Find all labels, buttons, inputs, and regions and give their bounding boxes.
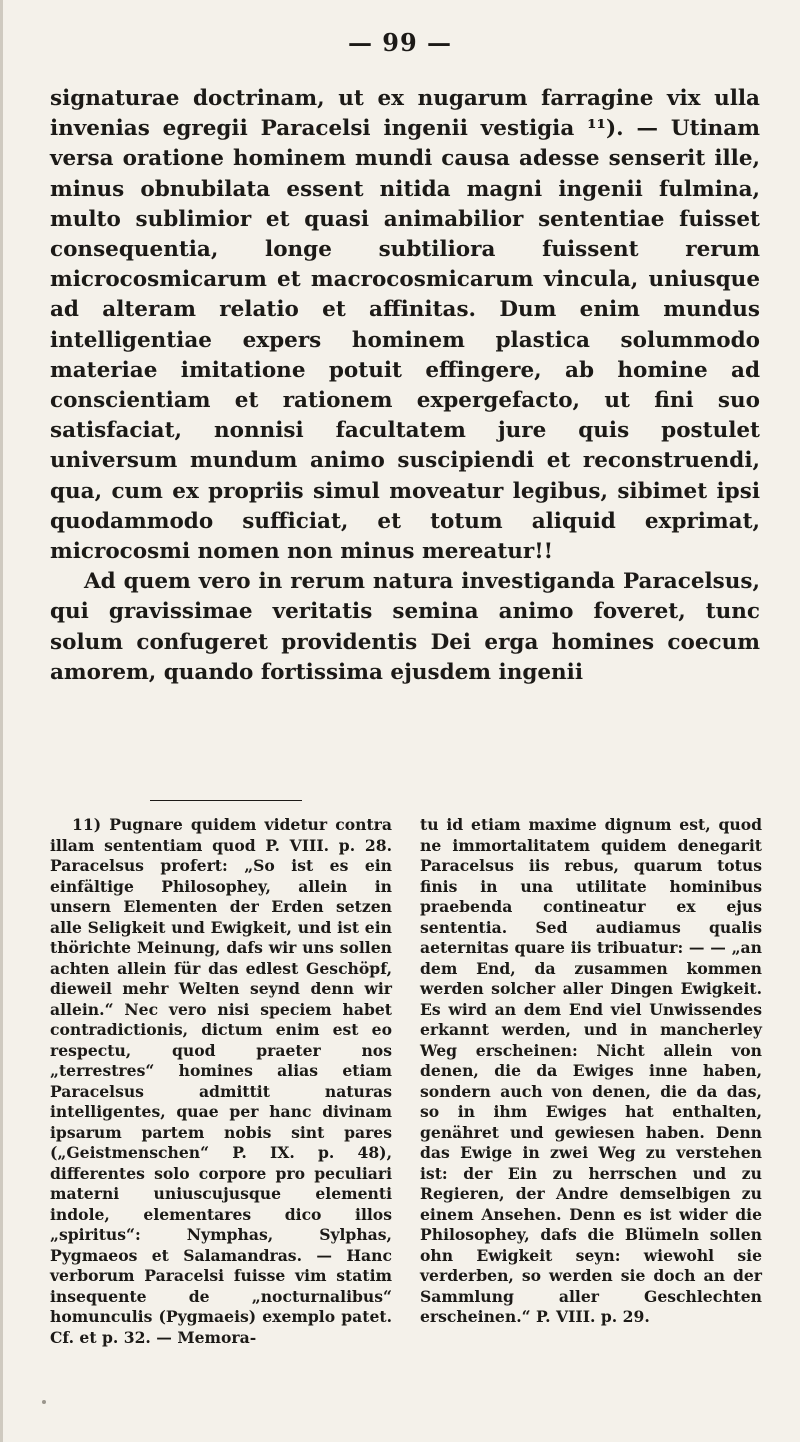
main-text	[50, 84, 760, 688]
footnote	[50, 815, 762, 1348]
page-edge	[0, 0, 3, 1442]
footnote-separator	[150, 800, 302, 801]
footnote-left-text: 11) Pugnare quidem videtur contra illam sententiam quod P. VIII. p. 28. Paracelsus profert: „So ist es ein einfältige Philosophey, allein in unsern Elementen der Erden setzen alle Seligkeit und Ewigkeit, und ist ein thörichte Meinung, dafs wir uns sollen achten allein für das edlest Geschöpf, dieweil mehr Welten seynd denn wir allein.“ Nec vero nisi speciem habet contradictionis, dictum enim est eo respectu, quod praeter nos „terrestres“ homines alias etiam Paracelsus admittit naturas intelligentes, quae per hanc divinam ipsarum partem nobis sint pares („Geistmenschen“ P. IX. p. 48), differentes solo corpore pro peculiari materni uniuscujusque elementi indole, elementares dico illos „spiritus“: Nymphas, Sylphas, Pygmaeos et Salamandras. — Hanc verborum Paracelsi fuisse vim statim insequente de „nocturnalibus“ homunculis (Pygmaeis) exemplo patet. Cf. et p. 32. — Memora-	[50, 815, 392, 1347]
footnote-left-column	[50, 815, 392, 1348]
footnote-right-column	[420, 815, 762, 1348]
paper-speck	[42, 1400, 46, 1404]
footnote-right-text: tu id etiam maxime dignum est, quod ne immortalitatem quidem denegarit Paracelsus iis rebus, quarum totus finis in una utilitate hominibus praebenda contineatur ex ejus sententia. Sed audiamus qualis aeternitas quare iis tribuatur: — — „an dem End, da zusammen kommen werden solcher aller Dingen Ewigkeit. Es wird an dem End viel Unwissendes erkannt werden, und in mancherley Weg erscheinen: Nicht allein von denen, die da Ewiges inne haben, sondern auch von denen, die da das, so in ihm Ewiges hat enthalten, genähret und gewiesen haben. Denn das Ewige in zwei Weg zu verstehen ist: der Ein zu herrschen und zu Regieren, der Andre demselbigen zu einem Ansehen. Denn es ist wider die Philosophey, dafs die Blümeln sollen ohn Ewigkeit seyn: wiewohl sie verderben, so werden sie doch an der Sammlung aller Geschlechten erscheinen.“ P. VIII. p. 29.	[420, 815, 762, 1326]
main-paragraph-1: signaturae doctrinam, ut ex nugarum farragine vix ulla invenias egregii Paracelsi ingenii vestigia ¹¹). — Utinam versa oratione hominem mundi causa adesse senserit ille, minus obnubilata essent nitida magni ingenii fulmina, multo sublimior et quasi animabilior sententiae fuisset consequentia, longe subtiliora fuissent rerum microcosmicarum et macrocosmicarum vincula, uniusque ad alteram relatio et affinitas. Dum enim mundus intelligentiae expers hominem plastica solummodo materiae imitatione potuit effingere, ab homine ad conscientiam et rationem expergefacto, ut fini suo satisfaciat, nonnisi facultatem jure quis postulet universum mundum animo suscipiendi et reconstruendi, qua, cum ex propriis simul moveatur legibus, sibimet ipsi quodammodo sufficiat, et totum aliquid exprimat, microcosmi nomen non minus mereatur!!	[50, 86, 760, 565]
page-number: — 99 —	[347, 28, 453, 57]
main-paragraph-2: Ad quem vero in rerum natura investiganda Paracelsus, qui gravissimae veritatis semina animo foveret, tunc solum confugeret providentis Dei erga homines coecum amorem, quando fortissima ejusdem ingenii	[50, 569, 760, 685]
